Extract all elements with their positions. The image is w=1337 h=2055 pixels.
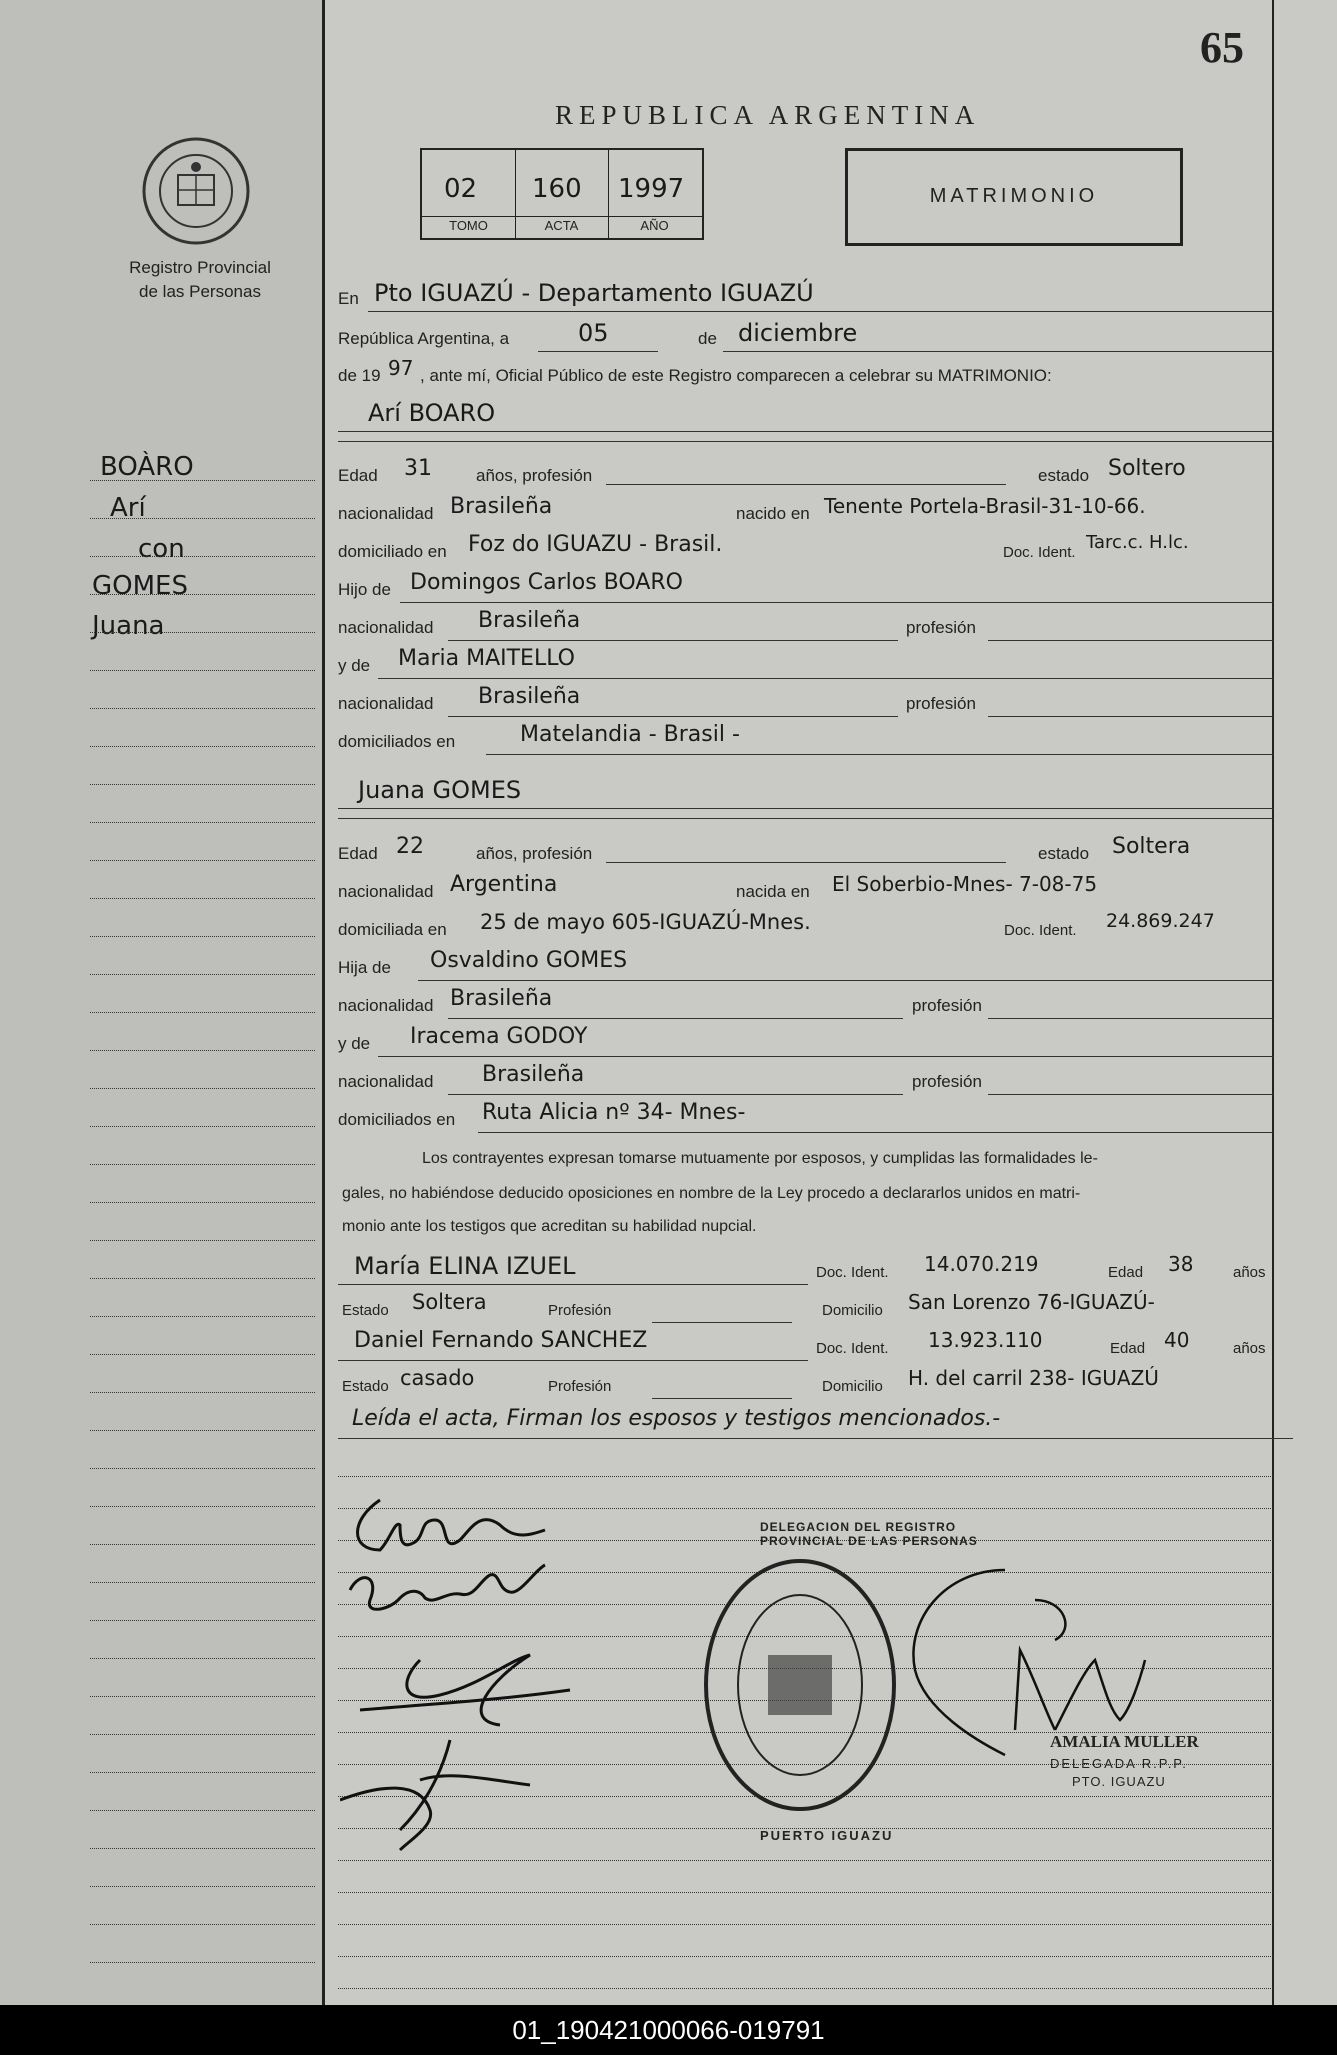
closing-row — [338, 1406, 1273, 1442]
intro-day: 05 — [578, 319, 609, 347]
margin-ruled-line — [90, 1354, 315, 1355]
bride-padres-dom-row — [338, 1100, 1273, 1136]
groom-padre-nac: Brasileña — [478, 608, 581, 633]
groom-domicilio-row — [338, 532, 1273, 568]
margin-ruled-line — [90, 822, 315, 823]
groom-padre-nac-row — [338, 608, 1273, 644]
witness1-estado-label: Estado — [342, 1302, 389, 1319]
bride-doc-label: Doc. Ident. — [1004, 922, 1077, 939]
margin-ruled-line — [90, 1468, 315, 1469]
groom-edad-label: Edad — [338, 466, 378, 485]
body-ruled-line — [338, 1924, 1273, 1925]
acta-label: ACTA — [544, 218, 579, 233]
bride-madre-nac-row — [338, 1062, 1273, 1098]
bride-padres-dom: Ruta Alicia nº 34- Mnes- — [482, 1100, 746, 1125]
witness2-name: Daniel Fernando SANCHEZ — [354, 1328, 648, 1353]
official-signature-icon — [905, 1560, 1185, 1760]
tomo-value: 02 — [444, 174, 478, 204]
margin-ruled-line — [90, 1316, 315, 1317]
declaration-line1: Los contrayentes expresan tomarse mutuamente por esposos, y cumplidas las formalidades le- — [422, 1150, 1098, 1167]
margin-ruled-line — [90, 746, 315, 747]
margin-ruled-line — [90, 1696, 315, 1697]
margin-ruled-line — [90, 480, 315, 481]
margin-con: con — [138, 534, 185, 564]
groom-padre-prof-label: profesión — [906, 618, 976, 637]
margin-ruled-line — [90, 1924, 315, 1925]
witness1-anos-label: años — [1233, 1264, 1266, 1281]
bride-name: Juana GOMES — [358, 776, 522, 804]
intro-month: diciembre — [738, 319, 858, 347]
groom-madre-nac-label: nacionalidad — [338, 694, 434, 713]
witness1-domicilio: San Lorenzo 76-IGUAZÚ- — [908, 1290, 1155, 1314]
bride-padre: Osvaldino GOMES — [430, 948, 628, 973]
intro-place-row — [338, 279, 1273, 315]
body-ruled-line — [338, 1476, 1273, 1477]
ano-label: AÑO — [640, 218, 669, 233]
witness2-estado: casado — [400, 1366, 475, 1390]
record-type: MATRIMONIO — [929, 185, 1099, 207]
groom-padres-dom-label: domiciliados en — [338, 732, 456, 751]
registry-name-line1: Registro Provincial — [129, 258, 271, 277]
margin-ruled-line — [90, 670, 315, 671]
groom-domicilio: Foz do IGUAZU - Brasil. — [468, 532, 723, 557]
tomo-label: TOMO — [449, 218, 488, 233]
bride-estado: Soltera — [1112, 834, 1191, 859]
body-ruled-line — [338, 1988, 1273, 1989]
bride-name-row — [338, 776, 1273, 812]
groom-name-row — [338, 399, 1273, 435]
body-ruled-line — [338, 1956, 1273, 1957]
margin-ruled-line — [90, 1392, 315, 1393]
margin-ruled-line — [90, 1582, 315, 1583]
groom-nacionalidad-label: nacionalidad — [338, 504, 434, 523]
official-title: DELEGADA R.P.P. — [1050, 1756, 1188, 1771]
bride-padre-row — [338, 948, 1273, 984]
groom-nacido-label: nacido en — [736, 504, 810, 523]
bride-nacida-label: nacida en — [736, 882, 810, 901]
witness1-domicilio-label: Domicilio — [822, 1302, 883, 1319]
bride-edad-label: Edad — [338, 844, 378, 863]
intro-statement: , ante mí, Oficial Público de este Registro comparecen a celebrar su MATRIMONIO: — [420, 366, 1052, 385]
bride-domicilio: 25 de mayo 605-IGUAZÚ-Mnes. — [480, 910, 811, 934]
record-type-box — [845, 148, 1183, 246]
groom-padre-row — [338, 570, 1273, 606]
intro-place: Pto IGUAZÚ - Departamento IGUAZÚ — [374, 279, 814, 307]
margin-ruled-line — [90, 632, 315, 633]
margin-ruled-line — [90, 1506, 315, 1507]
groom-doc-label: Doc. Ident. — [1003, 544, 1076, 561]
bride-nacionalidad-label: nacionalidad — [338, 882, 434, 901]
margin-ruled-line — [90, 1088, 315, 1089]
groom-madre-prof-label: profesión — [906, 694, 976, 713]
groom-edad: 31 — [404, 456, 432, 481]
registry-name-line2: de las Personas — [139, 282, 261, 301]
groom-doc: Tarc.c. H.lc. — [1086, 532, 1189, 553]
witness2-profesion-label: Profesión — [548, 1378, 612, 1395]
bride-madre: Iracema GODOY — [410, 1024, 588, 1049]
witness2-edad-label: Edad — [1110, 1340, 1146, 1357]
groom-nacido: Tenente Portela-Brasil-31-10-66. — [824, 494, 1146, 518]
margin-ruled-line — [90, 1886, 315, 1887]
bride-edad: 22 — [396, 834, 424, 859]
witness1-name-row — [338, 1252, 1273, 1288]
republica-label: República Argentina, a — [338, 329, 510, 348]
bride-madre-nac: Brasileña — [482, 1062, 585, 1087]
groom-y-de-label: y de — [338, 656, 371, 675]
declaration-line2: gales, no habiéndose deducido oposiciones en nombre de la Ley procedo a declararlos unidos en matri- — [342, 1185, 1081, 1202]
margin-ruled-line — [90, 1164, 315, 1165]
bride-domicilio-row — [338, 910, 1273, 946]
year-prefix: de 19 — [338, 366, 381, 385]
bride-hija-label: Hija de — [338, 958, 391, 977]
de-label: de — [698, 329, 717, 348]
intro-date-row — [338, 319, 1273, 355]
witness2-domicilio-label: Domicilio — [822, 1378, 883, 1395]
witness1-edad-label: Edad — [1108, 1264, 1144, 1281]
bride-estado-label: estado — [1038, 844, 1090, 863]
witness1-doc-label: Doc. Ident. — [816, 1264, 889, 1281]
margin-ruled-line — [90, 1658, 315, 1659]
bride-padre-nac: Brasileña — [450, 986, 553, 1011]
signatures-icon — [340, 1480, 640, 1870]
bride-domiciliada-label: domiciliada en — [338, 920, 447, 939]
bride-madre-row — [338, 1024, 1273, 1060]
margin-divider — [322, 0, 325, 2005]
groom-edad-row — [338, 456, 1273, 492]
margin-ruled-line — [90, 1278, 315, 1279]
witness1-profesion-label: Profesión — [548, 1302, 612, 1319]
witness2-doc-label: Doc. Ident. — [816, 1340, 889, 1357]
groom-anos-profesion-label: años, profesión — [476, 466, 593, 485]
groom-nacionalidad-row — [338, 494, 1273, 530]
groom-madre-nac-row — [338, 684, 1273, 720]
margin-ruled-line — [90, 1734, 315, 1735]
bride-padre-nac-row — [338, 986, 1273, 1022]
groom-padres-dom: Matelandia - Brasil - — [520, 722, 740, 747]
margin-name-groom: Arí — [110, 493, 146, 523]
witness1-name: María ELINA IZUEL — [354, 1252, 576, 1280]
bride-padres-dom-label: domiciliados en — [338, 1110, 456, 1129]
margin-ruled-line — [90, 974, 315, 975]
official-name: AMALIA MULLER — [1050, 1732, 1199, 1751]
groom-estado: Soltero — [1108, 456, 1186, 481]
margin-ruled-line — [90, 1848, 315, 1849]
body-ruled-line — [338, 1892, 1273, 1893]
margin-ruled-line — [90, 898, 315, 899]
witness2-estado-row — [338, 1366, 1273, 1402]
en-label: En — [338, 289, 359, 308]
bride-nacionalidad: Argentina — [450, 872, 558, 897]
bride-anos-profesion-label: años, profesión — [476, 844, 593, 863]
margin-ruled-line — [90, 936, 315, 937]
witness1-doc: 14.070.219 — [924, 1252, 1039, 1276]
groom-nacionalidad: Brasileña — [450, 494, 553, 519]
witness2-anos-label: años — [1233, 1340, 1266, 1357]
ano-value: 1997 — [618, 174, 685, 204]
stamp-center-text: PUERTO IGUAZU — [760, 1828, 894, 1843]
witness1-edad: 38 — [1168, 1252, 1194, 1276]
closing-statement: Leída el acta, Firman los esposos y testigos mencionados.- — [352, 1406, 1001, 1431]
bride-y-de-label: y de — [338, 1034, 371, 1053]
witness2-domicilio: H. del carril 238- IGUAZÚ — [908, 1366, 1159, 1390]
witness2-estado-label: Estado — [342, 1378, 389, 1395]
margin-ruled-line — [90, 1544, 315, 1545]
witness2-edad: 40 — [1164, 1328, 1190, 1352]
page-number: 65 — [1200, 23, 1244, 72]
margin-ruled-line — [90, 1126, 315, 1127]
margin-ruled-line — [90, 784, 315, 785]
bride-padre-nac-label: nacionalidad — [338, 996, 434, 1015]
margin-ruled-line — [90, 1050, 315, 1051]
registry-stamp-icon — [700, 1555, 900, 1815]
acta-value: 160 — [532, 174, 582, 204]
margin-surname-groom: BOÀRO — [100, 452, 194, 482]
bride-nacionalidad-row — [338, 872, 1273, 908]
document-id-footer: 01_190421000066-019791 — [0, 2005, 1337, 2055]
bride-padre-prof-label: profesión — [912, 996, 982, 1015]
margin-ruled-line — [90, 708, 315, 709]
margin-ruled-line — [90, 1240, 315, 1241]
record-id-box — [420, 148, 704, 240]
groom-domiciliado-label: domiciliado en — [338, 542, 447, 561]
groom-madre-nac: Brasileña — [478, 684, 581, 709]
witness1-estado-row — [338, 1290, 1273, 1326]
margin-ruled-line — [90, 1012, 315, 1013]
groom-hijo-label: Hijo de — [338, 580, 391, 599]
margin-ruled-line — [90, 556, 315, 557]
intro-statement-row — [338, 356, 1273, 392]
margin-surname-bride: GOMES — [92, 571, 188, 601]
margin-ruled-line — [90, 1202, 315, 1203]
margin-name-bride: Juana — [92, 611, 165, 641]
margin-ruled-line — [90, 594, 315, 595]
bride-doc: 24.869.247 — [1106, 910, 1215, 932]
margin-ruled-line — [90, 860, 315, 861]
declaration-line3: monio ante los testigos que acreditan su habilidad nupcial. — [342, 1218, 757, 1235]
margin-ruled-line — [90, 1772, 315, 1773]
country-title: REPUBLICA ARGENTINA — [555, 100, 981, 130]
witness1-estado: Soltera — [412, 1290, 487, 1314]
groom-padre-nac-label: nacionalidad — [338, 618, 434, 637]
margin-ruled-line — [90, 1430, 315, 1431]
official-place: PTO. IGUAZU — [1072, 1774, 1166, 1789]
year-suffix: 97 — [388, 356, 414, 380]
groom-madre: Maria MAITELLO — [398, 646, 575, 671]
witness2-name-row — [338, 1328, 1273, 1364]
groom-madre-row — [338, 646, 1273, 682]
margin-ruled-line — [90, 1962, 315, 1963]
misiones-seal-icon — [140, 135, 252, 247]
groom-name: Arí BOARO — [368, 399, 496, 427]
bride-edad-row — [338, 834, 1273, 870]
bride-madre-prof-label: profesión — [912, 1072, 982, 1091]
witness2-doc: 13.923.110 — [928, 1328, 1043, 1352]
margin-ruled-line — [90, 518, 315, 519]
groom-estado-label: estado — [1038, 466, 1090, 485]
margin-ruled-line — [90, 1620, 315, 1621]
groom-padre: Domingos Carlos BOARO — [410, 570, 683, 595]
bride-madre-nac-label: nacionalidad — [338, 1072, 434, 1091]
margin-ruled-line — [90, 1810, 315, 1811]
bride-nacida: El Soberbio-Mnes- 7-08-75 — [832, 872, 1098, 896]
groom-padres-dom-row — [338, 722, 1273, 758]
stamp-ring-text: DELEGACION DEL REGISTRO PROVINCIAL DE LAS PERSONAS — [760, 1520, 978, 1548]
